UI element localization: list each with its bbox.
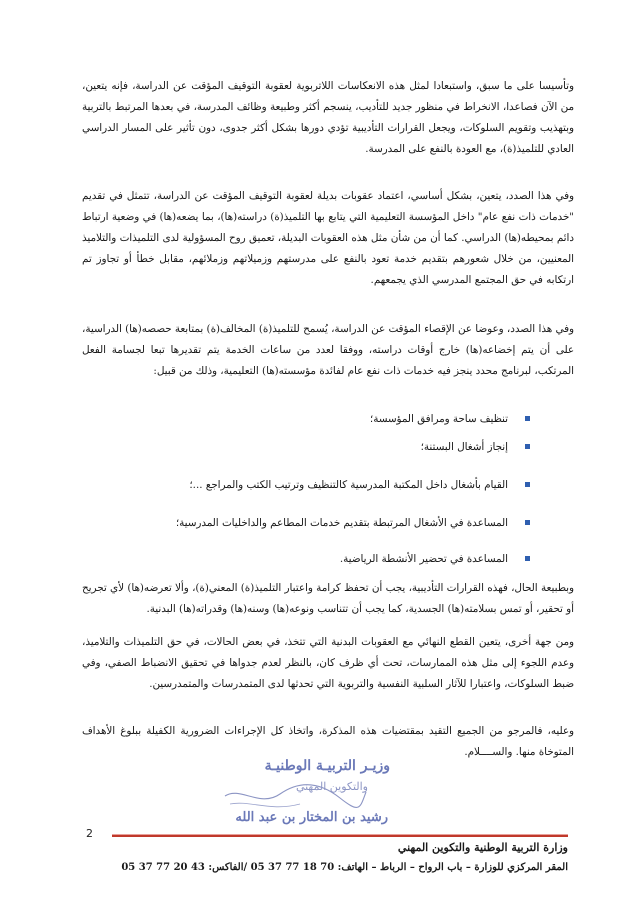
list-item-text: المساعدة في الأشغال المرتبطة بتقديم خدمات المطاعم والداخليات المدرسية؛ xyxy=(175,517,508,529)
bullet-square-icon xyxy=(525,444,530,449)
page-number: 2 xyxy=(86,827,93,840)
list-item-text: القيام بأشغال داخل المكتبة المدرسية كالتنظيف وترتيب الكتب والمراجع ...؛ xyxy=(189,479,508,491)
bullet-square-icon xyxy=(525,520,530,525)
paragraph-3: وفي هذا الصدد، وعوضا عن الإقصاء المؤقت عن الدراسة، يُسمح للتلميذ(ة) المخالف(ة) بمتابعة حصصه(ها) الدراسية، على أن يتم إخضاعه(ها) خارج أوقات دراسته، ووفقا لعدد من ساعات الخدمة يتم تقديرها تبعا لجسامة الفعل المرتكب، لبرنامج محدد ينجز فيه خدمات ذات نفع عام لفائدة مؤسسته(ها) التعليمية، وذلك من قبيل: xyxy=(82,323,574,377)
list-item xyxy=(120,475,530,513)
paragraph-4-block xyxy=(82,578,574,620)
paragraph-2-block xyxy=(82,186,574,291)
bullet-square-icon xyxy=(525,556,530,561)
paragraph-1-block xyxy=(82,76,574,160)
list-item xyxy=(120,513,530,549)
footer-address: المقر المركزي للوزارة – باب الرواح – الرباط – الهاتف: 70 18 77 37 05 /الفاكس: 43 20 77 37 05 xyxy=(121,862,568,873)
footer-divider xyxy=(112,835,568,837)
paragraph-1: وتأسيسا على ما سبق، واستبعادا لمثل هذه الانعكاسات اللاتربوية لعقوبة التوقيف المؤقت عن الدراسة، فإنه يتعين، من الآن فصاعدا، الانخراط في منظور جديد للتأديب، ينسجم أكثر وطبيعة وظائف المدرسة، في بعدها المرتبط بالتربية وبتهذيب وتقويم السلوكات، ويجعل القرارات التأديبية تؤدي دورها بشكل أكثر جدوى، دون تأثير على المسار الدراسي العادي للتلميذ(ة)، مع العودة بالنفع على المدرسة. xyxy=(82,80,574,155)
stamp-subtitle: والتكوين المهني xyxy=(295,780,368,793)
bullet-square-icon xyxy=(525,482,530,487)
paragraph-2: وفي هذا الصدد، يتعين، بشكل أساسي، اعتماد عقوبات بديلة لعقوبة التوقيف المؤقت عن الدراسة، تتمثل في تقديم "خدمات ذات نفع عام" داخل المؤسسة التعليمية التي يتابع بها التلميذ(ة) دراسته(ها)، بما يضعه(ها) في وضعية ارتباط دائم بمحيطه(ها) الدراسي. كما أن من شأن مثل هذه العقوبات البديلة، تعميق روح المسؤولية لدى التلميذات والتلاميذ المعنيين، من خلال شعورهم بتقديم خدمة تعود بالنفع على مدرستهم وزميلاتهم وزملائهم، مقابل خطأ أو تجاوز تم ارتكابه في حق المجتمع المدرسي الذي يجمعهم. xyxy=(82,190,574,286)
list-item-text: إنجاز أشغال البستنة؛ xyxy=(420,441,508,453)
paragraph-5-block xyxy=(82,632,574,695)
paragraph-3-block xyxy=(82,319,574,382)
list-item xyxy=(120,549,530,577)
list-item-text: تنظيف ساحة ومرافق المؤسسة؛ xyxy=(369,413,508,425)
paragraph-6: وعليه، فالمرجو من الجميع التقيد بمقتضيات هذه المذكرة، واتخاذ كل الإجراءات الضرورية الكفيلة ببلوغ الأهداف المتوخاة منها. والســــلام. xyxy=(82,725,574,758)
paragraph-5: ومن جهة أخرى، يتعين القطع النهائي مع العقوبات البدنية التي تتخذ، في بعض الحالات، في حق التلميذات والتلاميذ، وعدم اللجوء إلى مثل هذه الممارسات، تحت أي ظرف كان، بالنظر لعدم جدواها في تحقيق الانضباط الصفي، وفي ضبط السلوكات، واعتبارا للآثار السلبية النفسية والتربوية التي تحدثها لدى المتمدرسات والمتمدرسين. xyxy=(82,636,574,690)
paragraph-4: وبطبيعة الحال، فهذه القرارات التأديبية، يجب أن تحفظ كرامة واعتبار التلميذ(ة) المعني(ة)، وألا تعرضه(ها) لأي تجريح أو تحقير، أو تمس بسلامته(ها) الجسدية، كما يجب أن تتناسب ونوعه(ها) وسنه(ها) وقدراته(ها) البدنية. xyxy=(82,582,574,615)
minister-stamp xyxy=(150,758,390,834)
list-item xyxy=(120,437,530,475)
list-item-text: المساعدة في تحضير الأنشطة الرياضية. xyxy=(339,553,508,565)
footer-ministry-name: وزارة التربية الوطنية والتكوين المهني xyxy=(397,841,568,854)
services-list xyxy=(120,409,530,577)
bullet-square-icon xyxy=(525,416,530,421)
stamp-minister-name: رشيد بن المختار بن عبد الله xyxy=(235,810,388,825)
list-item xyxy=(120,409,530,437)
paragraph-6-block xyxy=(82,721,574,763)
stamp-title: وزيـر التربيـة الوطنيـة xyxy=(264,758,390,774)
